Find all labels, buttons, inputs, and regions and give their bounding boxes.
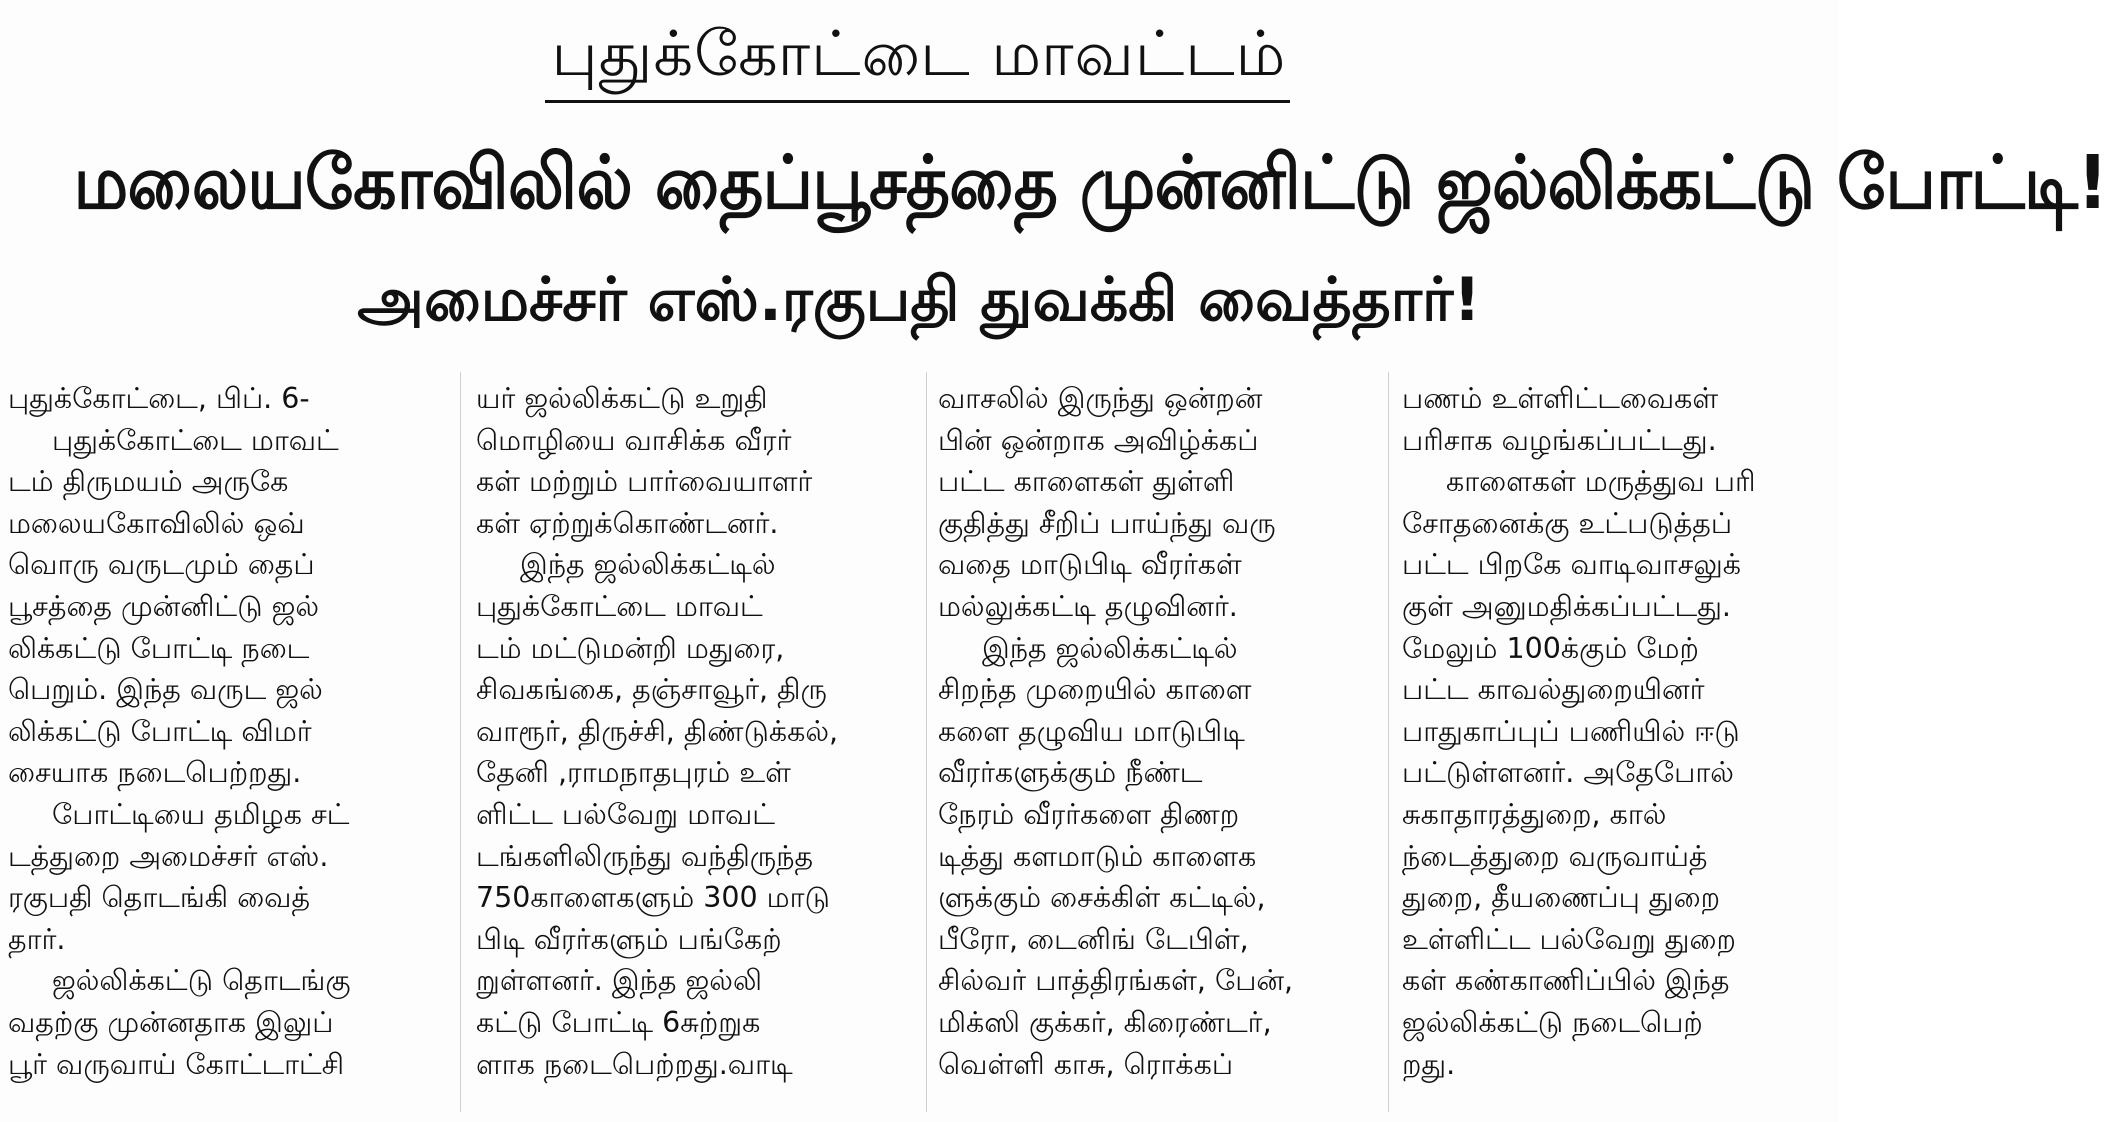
article-line: பட்ட பிறகே வாடிவாசலுக் [1402,548,1741,582]
article-line: கள் ஏற்றுக்கொண்டனர். [476,506,779,540]
article-line: தேனி ,ராமநாதபுரம் உள் [476,756,791,790]
article-line: துறை, தீயணைப்பு துறை [1402,881,1720,915]
article-line: தார். [8,922,66,956]
article-line: புதுக்கோட்டை, பிப். 6- [8,382,310,415]
article-line: வெள்ளி காசு, ரொக்கப் [938,1047,1234,1081]
article-line: வீரர்களுக்கும் நீண்ட [938,756,1203,790]
article-line: வாசலில் இருந்து ஒன்றன் [938,382,1263,415]
article-line: 750காளைகளும் 300 மாடு [476,881,830,915]
article-line: வொரு வருடமும் தைப் [8,548,315,582]
article-line: பூசத்தை முன்னிட்டு ஜல் [8,589,320,623]
article-line: மேலும் 100க்கும் மேற் [1402,631,1699,665]
headline: மலையகோவிலில் தைப்பூசத்தை முன்னிட்டு ஜல்லிக்கட்டு போட்டி! [73,140,2107,226]
article-line: குள் அனுமதிக்கப்பட்டது. [1402,589,1731,623]
article-line: லிக்கட்டு போட்டி நடை [8,631,310,665]
article-line: மலையகோவிலில் ஒவ் [8,506,305,540]
subheadline: அமைச்சர் எஸ்.ரகுபதி துவக்கி வைத்தார்! [357,265,1481,335]
article-line: பூர் வருவாய் கோட்டாட்சி [8,1047,345,1081]
article-line: காளைகள் மருத்துவ பரி [1446,465,1756,499]
article-line: ஜல்லிக்கட்டு நடைபெற் [1402,1005,1703,1039]
article-line: சுகாதாரத்துறை, கால் [1402,797,1667,831]
article-line: நேரம் வீரர்களை திணற [938,797,1240,831]
article-line: றது. [1402,1047,1456,1081]
article-line: மொழியை வாசிக்க வீரர் [476,423,792,457]
article-line: கள் மற்றும் பார்வையாளர் [476,465,813,499]
column-divider [1388,372,1389,1112]
article-line: ந்டைத்துறை வருவாய்த் [1402,839,1708,873]
article-line: குதித்து சீறிப் பாய்ந்து வரு [938,506,1276,540]
article-line: சிறந்த முறையில் காளை [938,673,1252,707]
district-kicker: புதுக்கோட்டை மாவட்டம் [551,17,1287,90]
article-line: களை தழுவிய மாடுபிடி [938,714,1245,748]
article-line: சில்வர் பாத்திரங்கள், பேன், [938,964,1294,998]
article-line: லிக்கட்டு போட்டி விமர் [8,714,312,748]
article-column-4 [1402,378,1834,1122]
article-line: டத்துறை அமைச்சர் எஸ். [8,839,329,873]
article-line: போட்டியை தமிழக சட் [52,797,350,831]
column-divider [926,372,927,1112]
article-line: வதற்கு முன்னதாக இலுப் [8,1005,334,1039]
column-divider [460,372,461,1112]
article-line: சையாக நடைபெற்றது. [8,756,302,790]
article-line: பிடி வீரர்களும் பங்கேற் [476,922,782,956]
article-line: புதுக்கோட்டை மாவட் [52,423,339,457]
article-column-1 [8,378,444,1122]
article-line: ரகுபதி தொடங்கி வைத் [8,881,311,915]
article-line: றுள்ளனர். இந்த ஜல்லி [476,964,762,998]
article-line: பட்டுள்ளனர். அதேபோல் [1402,756,1734,790]
article-line: கட்டு போட்டி 6சுற்றுக [476,1005,761,1039]
article-line: கள் கண்காணிப்பில் இந்த [1402,964,1730,998]
article-line: வாரூர், திருச்சி, திண்டுக்கல், [476,714,839,748]
article-line: சிவகங்கை, தஞ்சாவூர், திரு [476,673,827,707]
article-line: யர் ஜல்லிக்கட்டு உறுதி [476,382,768,415]
article-column-2 [476,378,914,1122]
article-line: பெறும். இந்த வருட ஜல் [8,673,323,707]
article-line: பணம் உள்ளிட்டவைகள் [1402,382,1719,415]
article-line: பாதுகாப்புப் பணியில் ஈடு [1402,714,1740,748]
article-line: மிக்ஸி குக்கர், கிரைண்டர், [938,1005,1272,1039]
article-line: டங்களிலிருந்து வந்திருந்த [476,839,814,873]
article-line: பின் ஒன்றாக அவிழ்க்கப் [938,423,1259,457]
article-line: வதை மாடுபிடி வீரர்கள் [938,548,1242,582]
article-line: இந்த ஜல்லிக்கட்டில் [520,548,776,582]
article-line: டம் திருமயம் அருகே [8,465,289,499]
article-line: ளிட்ட பல்வேறு மாவட் [476,797,775,831]
article-line: டித்து களமாடும் காளைக [938,839,1257,873]
kicker-underline [545,100,1290,103]
article-line: பட்ட காவல்துறையினர் [1402,673,1705,707]
article-line: மல்லுக்கட்டி தழுவினர். [938,589,1238,623]
article-line: உள்ளிட்ட பல்வேறு துறை [1402,922,1736,956]
article-line: இந்த ஜல்லிக்கட்டில் [982,631,1238,665]
article-line: சோதனைக்கு உட்படுத்தப் [1402,506,1733,540]
article-column-3 [938,378,1370,1122]
article-line: ளாக நடைபெற்றது.வாடி [476,1047,793,1081]
article-line: பரிசாக வழங்கப்பட்டது. [1402,423,1717,457]
article-line: புதுக்கோட்டை மாவட் [476,589,763,623]
article-line: ஜல்லிக்கட்டு தொடங்கு [52,964,351,998]
article-line: ளுக்கும் சைக்கிள் கட்டில், [938,881,1266,915]
article-line: பட்ட காளைகள் துள்ளி [938,465,1235,499]
article-line: பீரோ, டைனிங் டேபிள், [938,922,1249,956]
article-line: டம் மட்டுமன்றி மதுரை, [476,631,785,665]
